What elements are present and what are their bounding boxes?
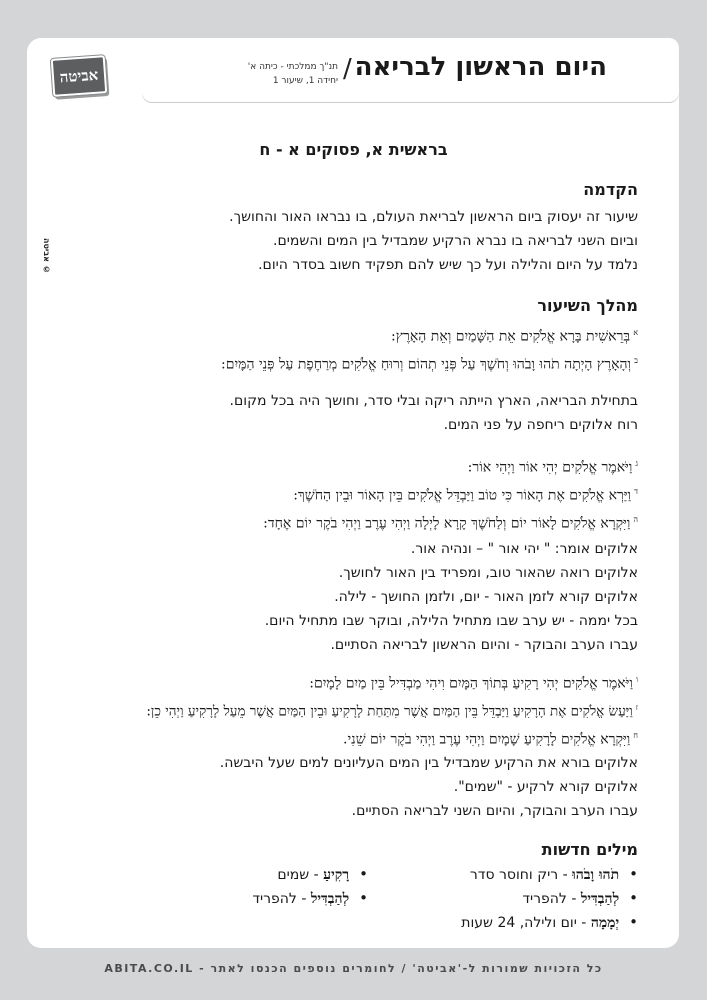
word-item bbox=[252, 862, 368, 886]
word-definition: - להפריד bbox=[252, 891, 311, 907]
explanation-line: אלוקים קורא לרקיע - "שמים". bbox=[453, 779, 638, 795]
side-copyright: © אביטה bbox=[42, 238, 51, 274]
word-item bbox=[461, 886, 638, 910]
explanation-line: בתחילת הבריאה, הארץ הייתה ריקה ובלי סדר, וחושך היה בכל מקום. bbox=[229, 393, 638, 409]
intro-line: שיעור זה יעסוק ביום הראשון לבריאת העולם, בו נבראו האור והחושך. bbox=[229, 209, 638, 225]
explanation-block-3 bbox=[78, 751, 638, 823]
verse-line bbox=[48, 508, 638, 536]
verse-line bbox=[48, 452, 638, 480]
verse-text: וַיִּקְרָא אֱלֹקִים לָרָקִיעַ שָׁמָיִם וַיְהִי עֶרֶב וַיְהִי בֹקֶר יוֹם שֵׁנִי. bbox=[343, 731, 631, 748]
verse-number: ג bbox=[635, 459, 638, 468]
word-term: רָקִיעַ bbox=[323, 867, 350, 883]
verse-text: וַיֹּאמֶר אֱלֹקִים יְהִי אוֹר וַיְהִי אוֹר: bbox=[467, 459, 633, 476]
intro-heading: הקדמה bbox=[583, 180, 638, 199]
explanation-line: אלוקים קורא לזמן האור - יום, ולזמן החושך - לילה. bbox=[334, 589, 638, 605]
verse-line bbox=[48, 724, 638, 752]
course-label: תנ"ך ממלכתי - כיתה א' bbox=[247, 62, 338, 72]
verse-number: א bbox=[633, 328, 638, 337]
lesson-info bbox=[238, 60, 338, 88]
verse-block-3 bbox=[48, 668, 638, 752]
intro-line: נלמד על היום והלילה ועל כך שיש להם תפקיד חשוב בסדר היום. bbox=[258, 257, 638, 273]
new-words-column-left bbox=[252, 862, 368, 910]
explanation-line: בכל יממה - יש ערב שבו מתחיל הלילה, ובוקר שבו מתחיל היום. bbox=[264, 613, 638, 629]
verse-block-1 bbox=[48, 321, 638, 377]
verse-block-2 bbox=[48, 452, 638, 536]
explanation-line: אלוקים אומר: " יהי אור " – ונהיה אור. bbox=[410, 541, 638, 557]
verse-number: ד bbox=[634, 487, 638, 497]
word-definition: - להפריד bbox=[522, 891, 581, 907]
footer-copyright: כל הזכויות שמורות ל-'אביטה' / לחומרים נוספים הכנסו לאתר - ABITA.CO.IL bbox=[104, 962, 603, 975]
word-item bbox=[252, 886, 368, 910]
verse-text: וְהָאָרֶץ הָיְתָה תֹהוּ וָבֹהוּ וְחֹשֶׁךְ עַל פְּנֵי תְהוֹם וְרוּחַ אֱלֹקִים מְרַחֶפֶת עַל פְּנֵי הַמָּיִם: bbox=[221, 356, 632, 373]
explanation-line: אלוקים רואה שהאור טוב, ומפריד בין האור לחושך. bbox=[338, 565, 638, 581]
word-term: יְמָמָה bbox=[590, 915, 620, 931]
verse-line bbox=[48, 696, 638, 724]
verse-text: וַיַּעַשׂ אֱלֹקִים אֶת הָרָקִיעַ וַיַּבְדֵּל בֵּין הַמַּיִם אֲשֶׁר מִתַּחַת לָרָקִיעַ וּבֵין הַמַּיִם אֲשֶׁר מֵעַל לָרָקִיעַ וַיְהִי כֵן: bbox=[146, 703, 633, 720]
word-definition: - יום ולילה, 24 שעות bbox=[461, 915, 591, 931]
word-term: תֹהוּ וָבֹהוּ bbox=[572, 867, 620, 883]
explanation-block-2 bbox=[78, 537, 638, 657]
verse-text: וַיֹּאמֶר אֱלֹקִים יְהִי רָקִיעַ בְּתוֹךְ הַמָּיִם וִיהִי מַבְדִּיל בֵּין מַיִם לָמָיִם: bbox=[309, 675, 633, 692]
verse-number: ב bbox=[634, 356, 638, 366]
intro-paragraph bbox=[78, 205, 638, 277]
word-definition: - שמים bbox=[277, 867, 324, 883]
verse-line bbox=[48, 668, 638, 696]
word-definition: - ריק וחוסר סדר bbox=[469, 867, 573, 883]
page-title: היום הראשון לבריאה bbox=[354, 52, 607, 82]
explanation-line: עברו הערב והבוקר - והיום הראשון לבריאה הסתיים. bbox=[330, 637, 638, 653]
abita-logo: אביטה bbox=[51, 55, 108, 97]
verse-text: וַיִּקְרָא אֱלֹקִים לָאוֹר יוֹם וְלַחֹשֶׁךְ קָרָא לָיְלָה וַיְהִי עֶרֶב וַיְהִי בֹקֶר יוֹם אֶחָד: bbox=[263, 515, 631, 532]
word-item bbox=[461, 862, 638, 886]
explanation-line: אלוקים בורא את הרקיע שמבדיל בין המים העליונים למים שעל היבשה. bbox=[219, 755, 638, 771]
intro-line: וביום השני לבריאה בו נברא הרקיע שמבדיל בין המים והשמים. bbox=[273, 233, 638, 249]
verse-number: ה bbox=[633, 515, 638, 525]
word-term: לְהַבְדִּיל bbox=[310, 891, 350, 907]
title-separator: / bbox=[343, 54, 352, 84]
verse-number: ח bbox=[633, 731, 638, 741]
verse-line bbox=[48, 480, 638, 508]
new-words-column-right bbox=[461, 862, 638, 934]
lesson-heading: מהלך השיעור bbox=[537, 296, 638, 315]
verse-number: ז bbox=[635, 703, 638, 713]
verse-line bbox=[48, 349, 638, 377]
verse-text: וַיַּרְא אֱלֹקִים אֶת הָאוֹר כִּי טוֹב וַיַּבְדֵּל אֱלֹקִים בֵּין הָאוֹר וּבֵין הַחֹשֶׁךְ: bbox=[293, 487, 632, 504]
verse-number: ו bbox=[635, 675, 638, 684]
chapter-heading: בראשית א, פסוקים א - ח bbox=[259, 140, 448, 159]
new-words-heading: מילים חדשות bbox=[541, 840, 638, 859]
word-term: לְהַבְדִּיל bbox=[580, 891, 620, 907]
explanation-line: עברו הערב והבוקר, והיום השני לבריאה הסתיים. bbox=[351, 803, 638, 819]
verse-text: בְּרֵאשִׁית בָּרָא אֱלֹקִים אֵת הַשָּׁמַיִם וְאֵת הָאָרֶץ: bbox=[390, 328, 631, 345]
unit-label: יחידה 1, שיעור 1 bbox=[272, 76, 338, 86]
word-item bbox=[461, 910, 638, 934]
explanation-block-1 bbox=[78, 389, 638, 437]
verse-line bbox=[48, 321, 638, 349]
explanation-line: רוח אלוקים ריחפה על פני המים. bbox=[443, 417, 638, 433]
